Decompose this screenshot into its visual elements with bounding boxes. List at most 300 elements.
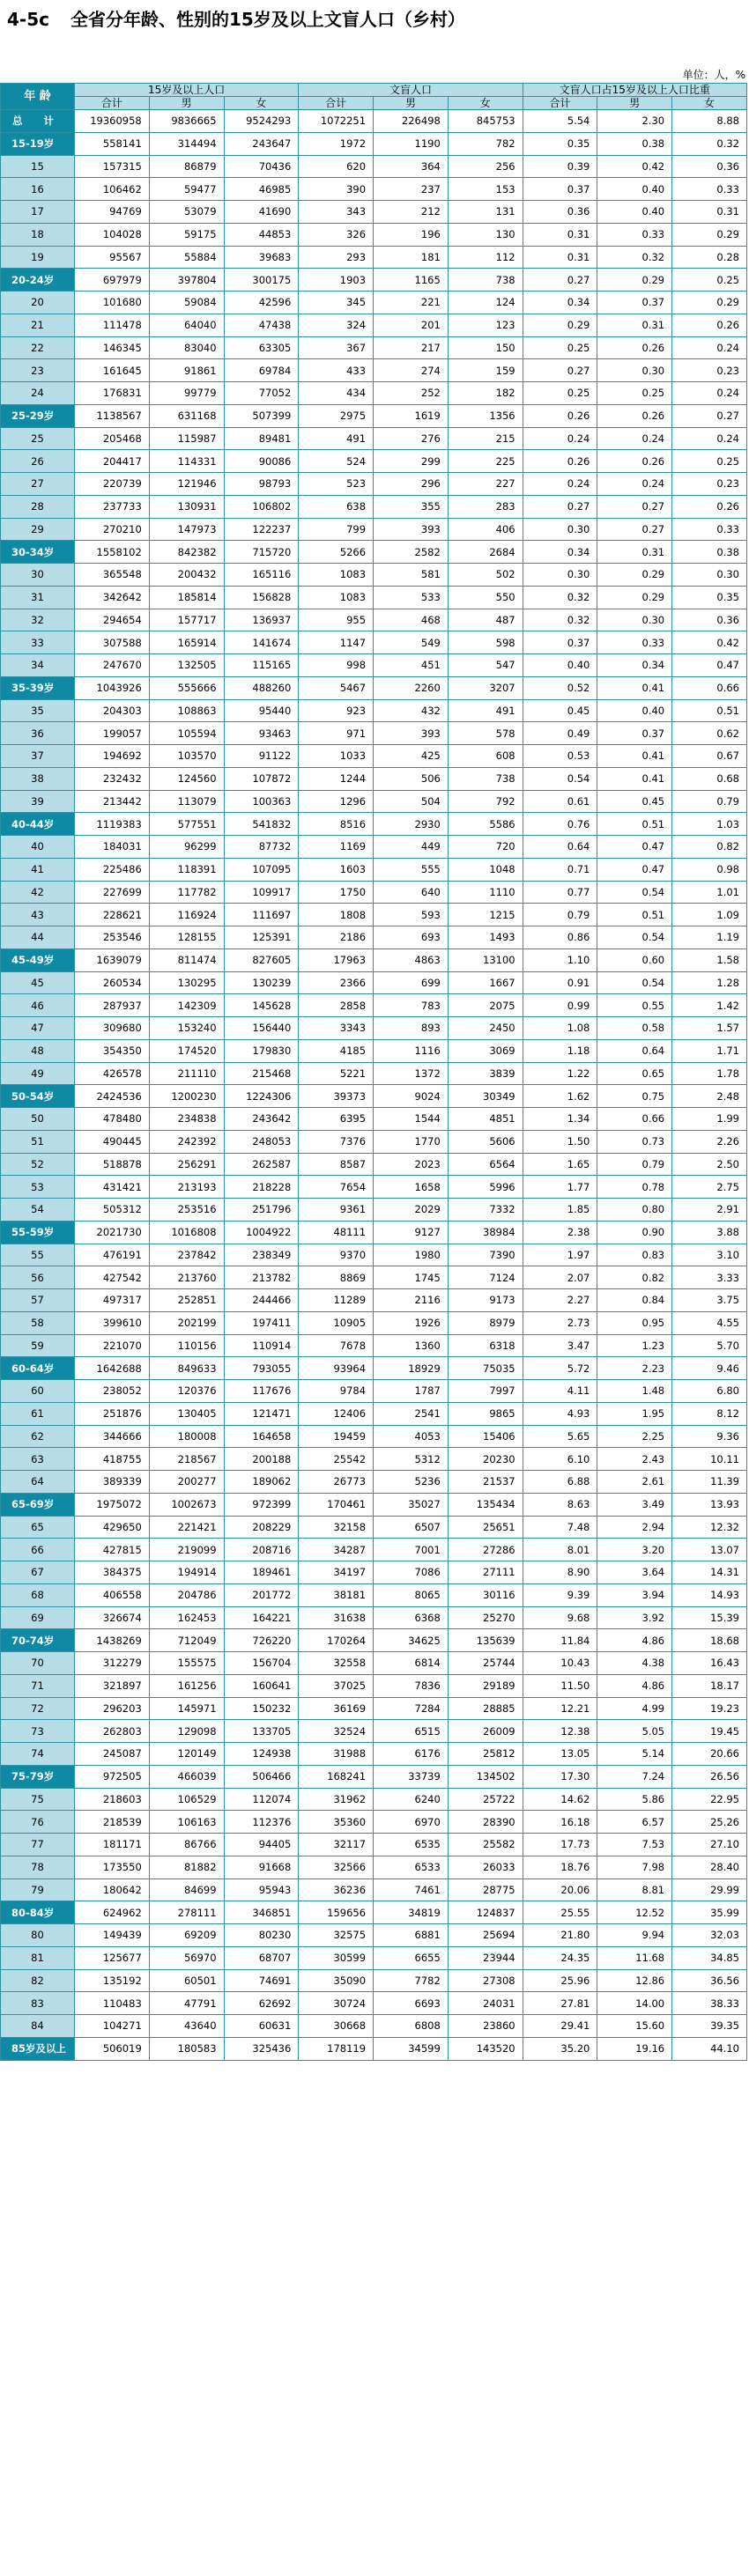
table-cell: 1770 [374,1130,449,1153]
table-cell: 2.07 [523,1266,597,1289]
row-label: 74 [1,1743,75,1766]
table-cell: 699 [374,971,449,994]
table-cell: 125391 [224,926,299,949]
table-cell: 4.99 [597,1697,672,1720]
table-cell: 451 [374,654,449,677]
table-cell: 1147 [299,631,374,654]
row-label: 53 [1,1176,75,1199]
row-label: 33 [1,631,75,654]
table-cell: 384375 [75,1561,150,1584]
table-cell: 35027 [374,1493,449,1516]
row-label: 48 [1,1039,75,1062]
table-row [1,1380,747,1403]
row-label: 20 [1,292,75,314]
table-cell: 5.05 [597,1720,672,1743]
table-cell: 845753 [448,110,523,133]
table-cell: 133705 [224,1720,299,1743]
table-cell: 26009 [448,1720,523,1743]
table-cell: 0.27 [523,495,597,518]
table-cell: 91668 [224,1856,299,1878]
table-cell: 23944 [448,1946,523,1969]
table-cell: 0.30 [597,359,672,382]
table-cell: 1658 [374,1176,449,1199]
table-cell: 27.10 [672,1834,747,1856]
table-cell: 219099 [149,1539,224,1561]
table-cell: 0.29 [672,223,747,246]
table-cell: 0.37 [597,292,672,314]
subheader-pop-male: 男 [149,97,224,110]
table-cell: 0.30 [523,518,597,541]
table-cell: 426578 [75,1062,150,1085]
table-cell: 117782 [149,881,224,904]
table-cell: 2684 [448,541,523,564]
table-cell: 201772 [224,1583,299,1606]
table-cell: 2.48 [672,1085,747,1108]
table-row [1,1334,747,1357]
table-cell: 181171 [75,1834,150,1856]
table-row [1,1539,747,1561]
table-cell: 0.41 [597,767,672,790]
table-cell: 34.85 [672,1946,747,1969]
table-cell: 5266 [299,541,374,564]
row-label: 44 [1,926,75,949]
table-cell: 115165 [224,654,299,677]
table-cell: 141674 [224,631,299,654]
table-row [1,1448,747,1471]
table-row [1,178,747,201]
table-cell: 0.47 [672,654,747,677]
table-cell: 324 [299,314,374,336]
table-row [1,1674,747,1697]
row-label: 21 [1,314,75,336]
table-row [1,201,747,224]
table-cell: 170264 [299,1629,374,1652]
table-cell: 0.51 [597,904,672,926]
table-cell: 608 [448,745,523,768]
table-cell: 34287 [299,1539,374,1561]
table-cell: 2.27 [523,1289,597,1312]
table-cell: 0.25 [523,382,597,405]
table-cell: 117676 [224,1380,299,1403]
table-cell: 0.42 [597,155,672,178]
table-code: 4-5c [7,9,49,30]
table-cell: 31988 [299,1743,374,1766]
table-cell: 7086 [374,1561,449,1584]
row-label: 16 [1,178,75,201]
table-cell: 923 [299,699,374,722]
subheader-ill-male: 男 [374,97,449,110]
table-cell: 0.30 [597,609,672,631]
table-cell: 0.31 [597,541,672,564]
row-label: 34 [1,654,75,677]
table-cell: 5.54 [523,110,597,133]
table-cell: 22.95 [672,1788,747,1811]
table-cell: 0.24 [672,427,747,450]
table-cell: 19360958 [75,110,150,133]
table-cell: 12.32 [672,1516,747,1539]
table-cell: 620 [299,155,374,178]
table-cell: 390 [299,178,374,201]
table-cell: 1972 [299,132,374,155]
table-cell: 221421 [149,1516,224,1539]
table-cell: 110483 [75,1992,150,2015]
table-cell: 234838 [149,1108,224,1131]
table-cell: 197411 [224,1311,299,1334]
table-cell: 0.90 [597,1221,672,1244]
table-cell: 6881 [374,1924,449,1947]
table-cell: 213193 [149,1176,224,1199]
age-group-row [1,1221,747,1244]
table-cell: 38181 [299,1583,374,1606]
table-cell: 1016808 [149,1221,224,1244]
table-cell: 0.62 [672,722,747,745]
table-cell: 4.86 [597,1674,672,1697]
table-cell: 182 [448,382,523,405]
table-cell: 19.23 [672,1697,747,1720]
table-row [1,1561,747,1584]
table-cell: 449 [374,836,449,859]
row-label: 40 [1,836,75,859]
row-label: 65-69岁 [1,1493,75,1516]
table-cell: 1975072 [75,1493,150,1516]
row-label: 59 [1,1334,75,1357]
row-label: 17 [1,201,75,224]
table-row [1,450,747,473]
table-cell: 124560 [149,767,224,790]
table-cell: 227 [448,473,523,496]
table-cell: 792 [448,790,523,813]
table-cell: 276 [374,427,449,450]
row-label: 69 [1,1606,75,1629]
table-cell: 6240 [374,1788,449,1811]
table-cell: 4.11 [523,1380,597,1403]
table-cell: 393 [374,518,449,541]
table-cell: 270210 [75,518,150,541]
table-cell: 114331 [149,450,224,473]
table-cell: 406 [448,518,523,541]
row-label: 22 [1,336,75,359]
table-cell: 18.17 [672,1674,747,1697]
table-cell: 1438269 [75,1629,150,1652]
table-cell: 1.22 [523,1062,597,1085]
table-cell: 189062 [224,1471,299,1494]
table-cell: 196 [374,223,449,246]
table-cell: 23860 [448,2015,523,2038]
table-cell: 0.24 [672,336,747,359]
table-cell: 33739 [374,1765,449,1788]
table-cell: 112376 [224,1811,299,1834]
table-cell: 232432 [75,767,150,790]
table-cell: 36236 [299,1878,374,1901]
table-cell: 6.10 [523,1448,597,1471]
table-cell: 0.27 [597,518,672,541]
table-cell: 0.53 [523,745,597,768]
row-label: 80-84岁 [1,1901,75,1924]
table-row [1,1153,747,1176]
table-cell: 8.12 [672,1402,747,1425]
table-cell: 7.53 [597,1834,672,1856]
table-cell: 24031 [448,1992,523,2015]
table-cell: 25542 [299,1448,374,1471]
table-cell: 200432 [149,564,224,587]
table-cell: 533 [374,586,449,609]
table-cell: 3.94 [597,1583,672,1606]
table-cell: 433 [299,359,374,382]
table-cell: 2.30 [597,110,672,133]
table-cell: 0.79 [523,904,597,926]
table-cell: 211110 [149,1062,224,1085]
table-cell: 355 [374,495,449,518]
table-cell: 5.65 [523,1425,597,1448]
table-cell: 0.58 [597,1017,672,1040]
table-cell: 0.45 [597,790,672,813]
table-cell: 173550 [75,1856,150,1878]
table-cell: 354350 [75,1039,150,1062]
table-cell: 581 [374,564,449,587]
table-cell: 145628 [224,994,299,1017]
table-cell: 27286 [448,1539,523,1561]
table-cell: 26.56 [672,1765,747,1788]
table-cell: 134502 [448,1765,523,1788]
table-cell: 91861 [149,359,224,382]
table-cell: 256291 [149,1153,224,1176]
table-row [1,1176,747,1199]
table-cell: 321897 [75,1674,150,1697]
subheader-ratio-female: 女 [672,97,747,110]
row-label: 41 [1,858,75,881]
table-cell: 0.80 [597,1199,672,1222]
table-cell: 25.96 [523,1969,597,1992]
table-cell: 491 [448,699,523,722]
table-cell: 226498 [374,110,449,133]
table-cell: 185814 [149,586,224,609]
table-cell: 0.77 [523,881,597,904]
table-cell: 0.32 [597,246,672,269]
table-cell: 11.39 [672,1471,747,1494]
table-cell: 220739 [75,473,150,496]
table-cell: 296 [374,473,449,496]
table-cell: 91122 [224,745,299,768]
table-cell: 200277 [149,1471,224,1494]
table-row [1,745,747,768]
age-group-row [1,269,747,292]
table-cell: 429650 [75,1516,150,1539]
table-cell: 0.31 [597,314,672,336]
row-label: 57 [1,1289,75,1312]
row-label: 61 [1,1402,75,1425]
table-cell: 31962 [299,1788,374,1811]
table-cell: 287937 [75,994,150,1017]
table-cell: 11289 [299,1289,374,1312]
table-cell: 6368 [374,1606,449,1629]
table-cell: 14.00 [597,1992,672,2015]
table-cell: 10.43 [523,1652,597,1675]
table-cell: 38984 [448,1221,523,1244]
table-cell: 17.30 [523,1765,597,1788]
table-cell: 145971 [149,1697,224,1720]
table-cell: 27111 [448,1561,523,1584]
table-cell: 225486 [75,858,150,881]
table-row [1,564,747,587]
table-cell: 307588 [75,631,150,654]
table-cell: 1558102 [75,541,150,564]
table-cell: 6318 [448,1334,523,1357]
table-row [1,1788,747,1811]
table-cell: 0.27 [523,269,597,292]
table-cell: 106529 [149,1788,224,1811]
table-cell: 27.81 [523,1992,597,2015]
table-cell: 184031 [75,836,150,859]
table-cell: 101680 [75,292,150,314]
table-cell: 0.37 [523,631,597,654]
table-cell: 6.80 [672,1380,747,1403]
table-cell: 238052 [75,1380,150,1403]
table-cell: 693 [374,926,449,949]
table-cell: 0.30 [523,564,597,587]
row-label: 83 [1,1992,75,2015]
table-cell: 9173 [448,1289,523,1312]
table-cell: 157315 [75,155,150,178]
row-label: 45 [1,971,75,994]
table-row [1,790,747,813]
table-cell: 9.94 [597,1924,672,1947]
table-row [1,359,747,382]
table-row [1,1878,747,1901]
table-cell: 0.23 [672,359,747,382]
table-cell: 0.47 [597,836,672,859]
table-cell: 8979 [448,1311,523,1334]
table-cell: 159 [448,359,523,382]
table-cell: 130295 [149,971,224,994]
row-label: 75-79岁 [1,1765,75,1788]
table-cell: 506 [374,767,449,790]
table-cell: 237 [374,178,449,201]
table-cell: 12.86 [597,1969,672,1992]
table-cell: 506019 [75,2037,150,2060]
table-cell: 3.92 [597,1606,672,1629]
table-cell: 1004922 [224,1221,299,1244]
row-label: 43 [1,904,75,926]
table-cell: 783 [374,994,449,1017]
table-cell: 0.32 [523,609,597,631]
table-cell: 178119 [299,2037,374,2060]
table-cell: 3.88 [672,1221,747,1244]
row-label: 19 [1,246,75,269]
table-cell: 32524 [299,1720,374,1743]
table-cell: 6515 [374,1720,449,1743]
table-cell: 30668 [299,2015,374,2038]
table-row [1,1289,747,1312]
row-label: 47 [1,1017,75,1040]
table-cell: 238349 [224,1244,299,1266]
table-cell: 550 [448,586,523,609]
table-cell: 1642688 [75,1357,150,1380]
table-cell: 0.29 [597,564,672,587]
table-row [1,518,747,541]
table-row [1,382,747,405]
table-cell: 712049 [149,1629,224,1652]
row-label: 20-24岁 [1,269,75,292]
table-cell: 2582 [374,541,449,564]
table-row [1,1811,747,1834]
table-cell: 47791 [149,1992,224,2015]
table-cell: 0.40 [597,178,672,201]
table-cell: 147973 [149,518,224,541]
row-label: 72 [1,1697,75,1720]
table-cell: 7001 [374,1539,449,1561]
table-cell: 3207 [448,676,523,699]
table-cell: 425 [374,745,449,768]
table-cell: 218603 [75,1788,150,1811]
row-label: 总 计 [1,110,75,133]
table-cell: 0.49 [523,722,597,745]
table-row [1,722,747,745]
row-label: 36 [1,722,75,745]
age-group-row [1,813,747,836]
row-label: 18 [1,223,75,246]
table-cell: 0.27 [523,359,597,382]
table-cell: 0.79 [672,790,747,813]
table-cell: 0.26 [672,495,747,518]
table-cell: 181 [374,246,449,269]
table-cell: 95567 [75,246,150,269]
table-cell: 0.65 [597,1062,672,1085]
table-cell: 5586 [448,813,523,836]
table-cell: 2858 [299,994,374,1017]
table-cell: 0.38 [672,541,747,564]
row-label: 66 [1,1539,75,1561]
table-cell: 487 [448,609,523,631]
table-cell: 221070 [75,1334,150,1357]
table-cell: 104271 [75,2015,150,2038]
table-cell: 1.34 [523,1108,597,1131]
row-label: 77 [1,1834,75,1856]
table-cell: 8516 [299,813,374,836]
table-cell: 110914 [224,1334,299,1357]
row-label: 52 [1,1153,75,1176]
table-cell: 25270 [448,1606,523,1629]
table-cell: 1980 [374,1244,449,1266]
table-cell: 0.31 [523,223,597,246]
row-label: 35-39岁 [1,676,75,699]
table-cell: 9.39 [523,1583,597,1606]
table-cell: 13.93 [672,1493,747,1516]
table-cell: 69784 [224,359,299,382]
table-cell: 1.28 [672,971,747,994]
table-cell: 180008 [149,1425,224,1448]
row-label: 55-59岁 [1,1221,75,1244]
table-row [1,586,747,609]
table-cell: 205468 [75,427,150,450]
table-cell: 1.78 [672,1062,747,1085]
table-cell: 123 [448,314,523,336]
table-cell: 18.76 [523,1856,597,1878]
table-cell: 25812 [448,1743,523,1766]
table-cell: 1215 [448,904,523,926]
table-cell: 1.77 [523,1176,597,1199]
row-label: 25 [1,427,75,450]
table-cell: 547 [448,654,523,677]
table-cell: 427815 [75,1539,150,1561]
table-cell: 497317 [75,1289,150,1312]
table-cell: 0.41 [597,676,672,699]
table-cell: 1903 [299,269,374,292]
table-cell: 0.40 [597,201,672,224]
table-cell: 100363 [224,790,299,813]
table-cell: 0.33 [672,178,747,201]
table-cell: 30599 [299,1946,374,1969]
table-cell: 25582 [448,1834,523,1856]
